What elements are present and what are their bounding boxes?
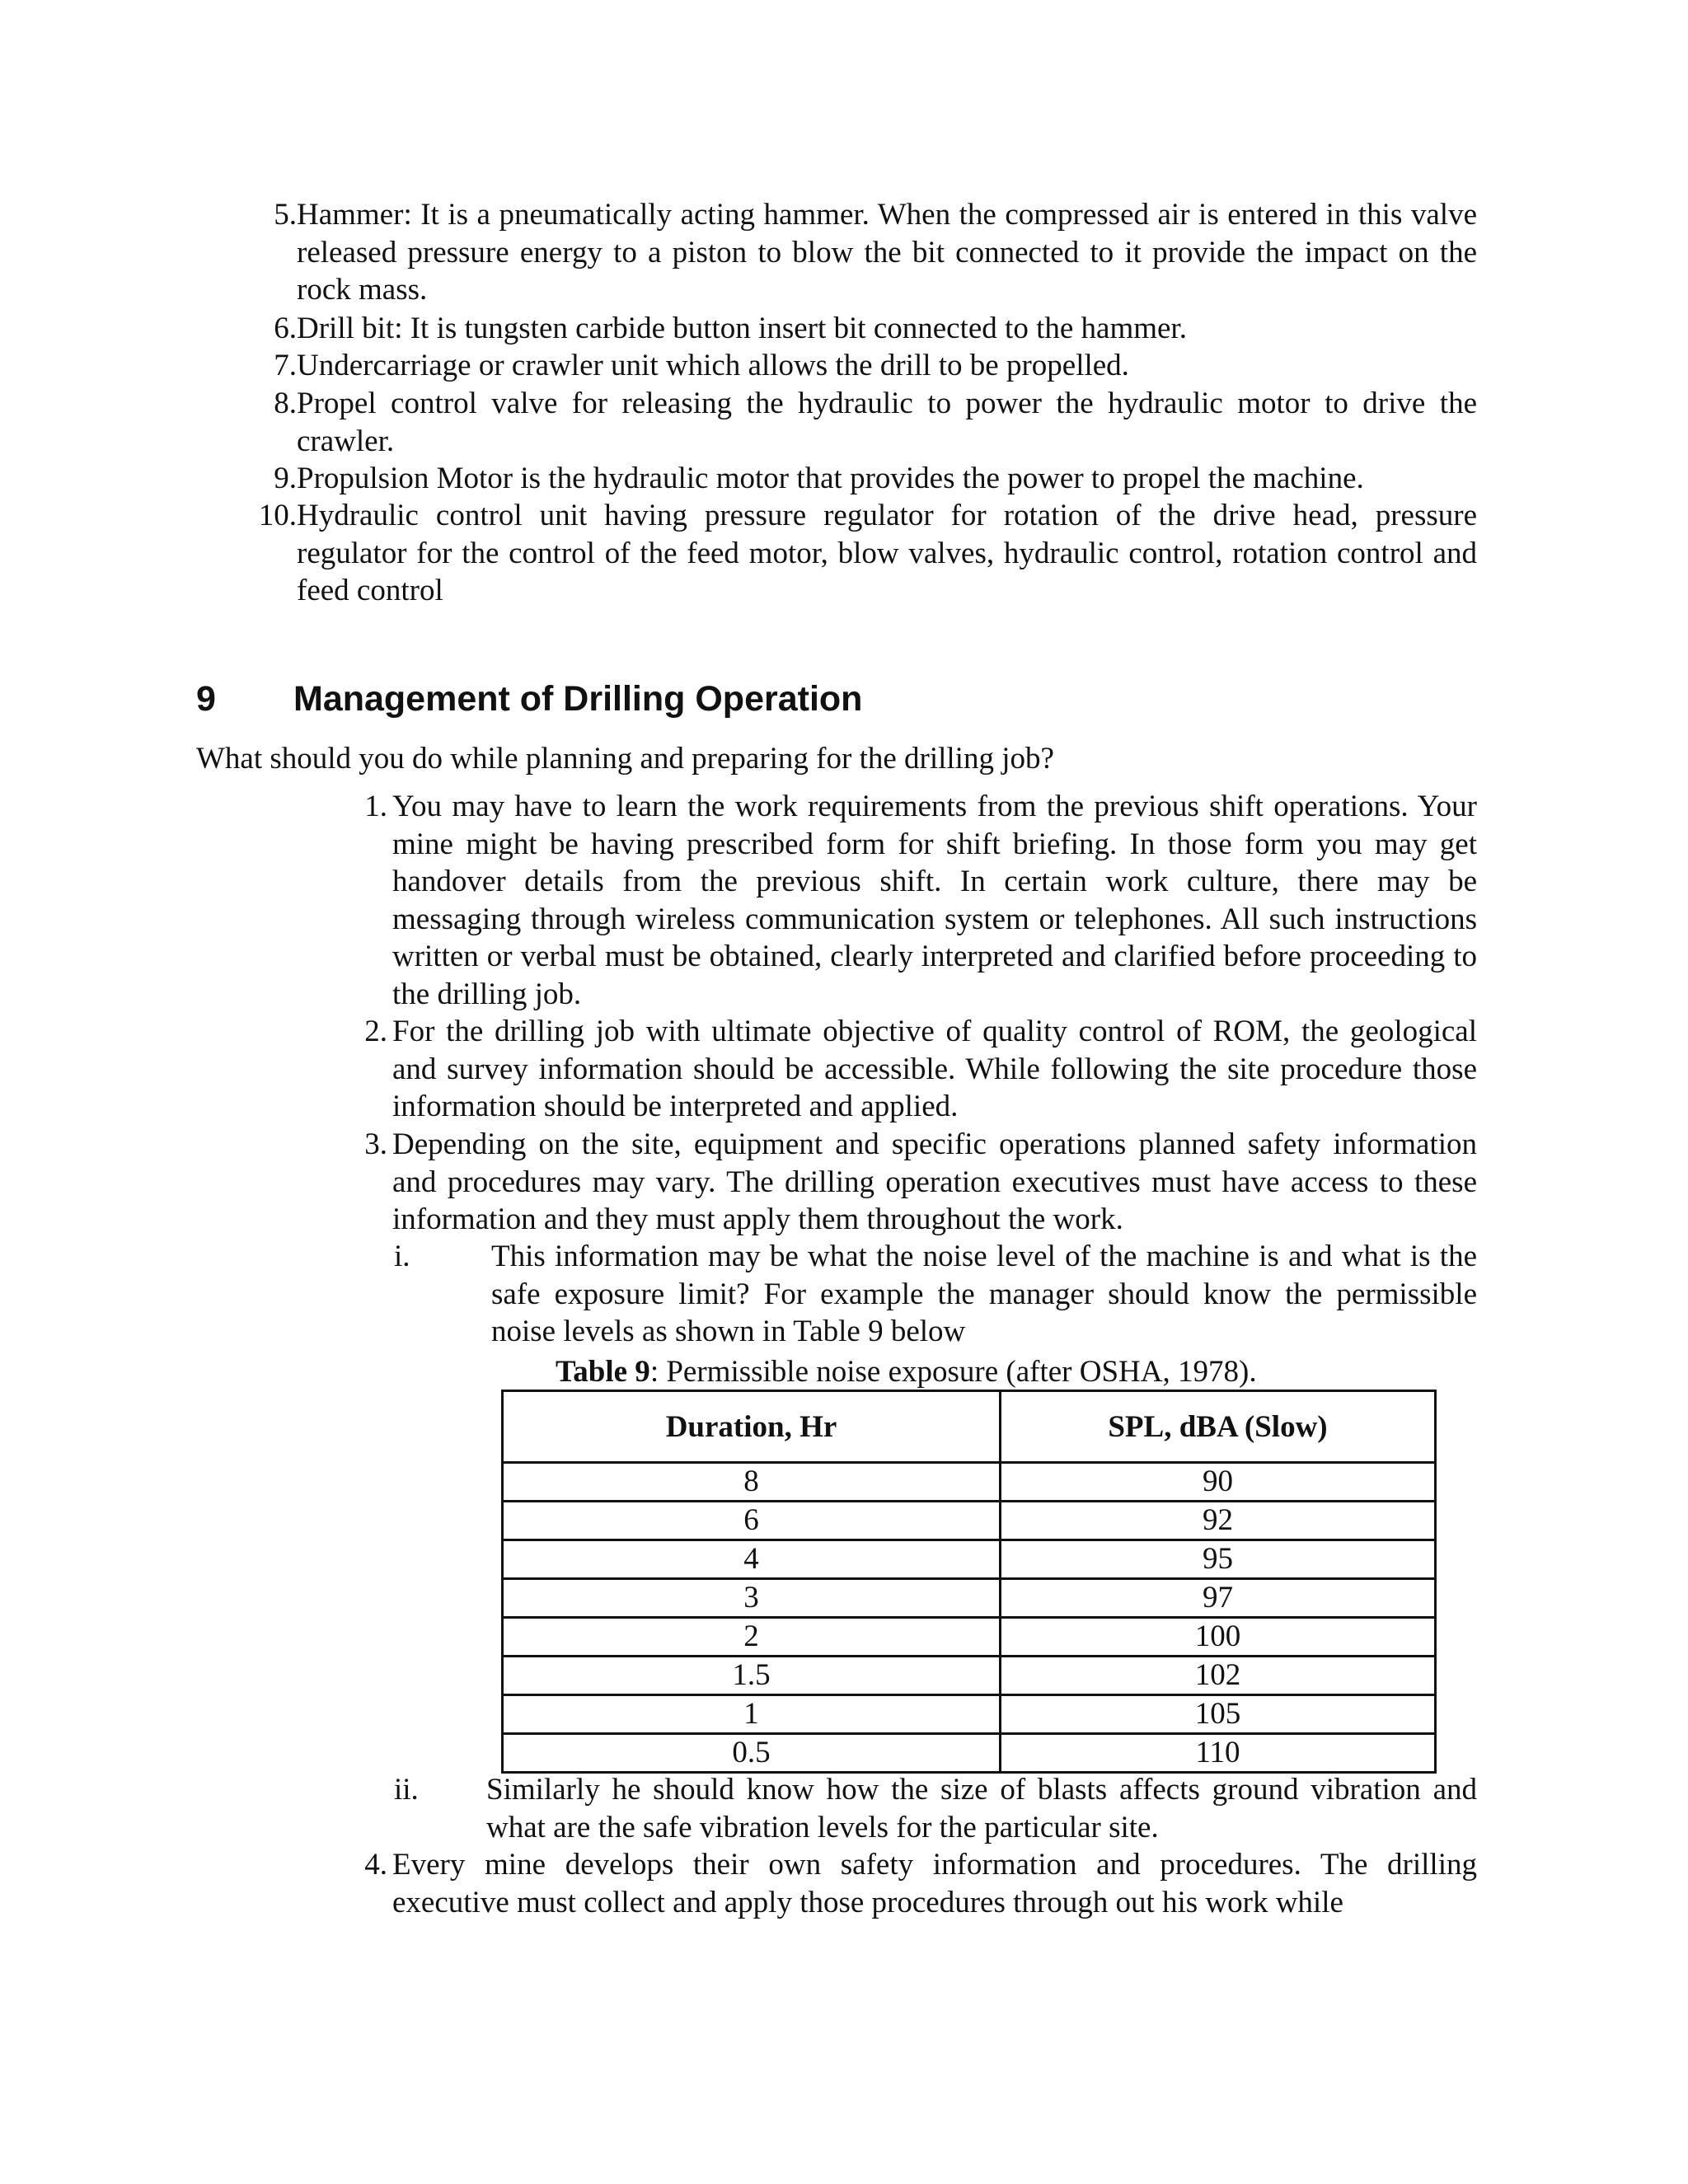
table-header-row	[503, 1391, 1436, 1463]
table-cell: 105	[1001, 1695, 1436, 1734]
table-cell: 1.5	[503, 1657, 1001, 1695]
table-caption-label: Table 9	[556, 1355, 650, 1389]
table-row	[503, 1502, 1436, 1540]
list-item-text: Drill bit: It is tungsten carbide button insert bit connected to the hammer.	[297, 312, 1187, 345]
table-cell: 97	[1001, 1579, 1436, 1618]
table-cell: 6	[503, 1502, 1001, 1540]
step-text: You may have to learn the work requirements from the previous shift operations. Your mine might be having prescribed form for shift briefing. In those form you may get handover details from the previous shift. In certain work culture, there may be messaging through wireless communication system or telephones. All such instructions written or verbal must be obtained, clearly interpreted and clarified before proceeding to the drilling job.	[392, 790, 1477, 1011]
step-number: 1.	[364, 790, 387, 823]
list-item-number: 9.	[274, 462, 297, 495]
table-cell: 0.5	[503, 1734, 1001, 1773]
list-item-number: 5.	[274, 198, 297, 232]
list-item-number: 6.	[274, 312, 297, 345]
table-caption-text: : Permissible noise exposure (after OSHA, 1978).	[649, 1355, 1257, 1389]
list-item-text: Hydraulic control unit having pressure regulator for rotation of the drive head, pressure regulator for the control of the feed motor, blow valves, hydraulic control, rotation control and feed control	[297, 499, 1477, 607]
table-cell: 100	[1001, 1618, 1436, 1657]
table-caption	[556, 1353, 1257, 1390]
step-number: 2.	[364, 1015, 387, 1048]
list-item-text: Hammer: It is a pneumatically acting hammer. When the compressed air is entered in this valve released pressure energy to a piston to blow the bit connected to it provide the impact on the rock mass.	[297, 198, 1477, 307]
column-header-spl: SPL, dBA (Slow)	[1001, 1391, 1436, 1463]
table-row	[503, 1579, 1436, 1618]
section-number: 9	[196, 679, 216, 719]
step-text: For the drilling job with ultimate objective of quality control of ROM, the geological and survey information should be accessible. While following the site procedure those information should be interpreted and applied.	[392, 1015, 1477, 1123]
step-number: 4.	[364, 1848, 387, 1882]
section-title: Management of Drilling Operation	[293, 679, 863, 719]
table-cell: 2	[503, 1618, 1001, 1657]
table-cell: 90	[1001, 1463, 1436, 1502]
table-row	[503, 1734, 1436, 1773]
step-text: Depending on the site, equipment and specific operations planned safety information and procedures may vary. The drilling operation executives must have access to these information and they must apply them throughout the work.	[392, 1127, 1477, 1236]
table-row	[503, 1695, 1436, 1734]
step-text: Every mine develops their own safety information and procedures. The drilling executive must collect and apply those procedures through out his work while	[392, 1848, 1477, 1919]
table-cell: 102	[1001, 1657, 1436, 1695]
table-cell: 1	[503, 1695, 1001, 1734]
substep-number: ii.	[394, 1773, 419, 1807]
list-item-number: 7.	[274, 349, 297, 382]
table-row	[503, 1618, 1436, 1657]
table-cell: 8	[503, 1463, 1001, 1502]
list-item-number: 8.	[274, 387, 297, 420]
substep-text: This information may be what the noise level of the machine is and what is the safe exposure limit? For example the manager should know the permissible noise levels as shown in Table 9 below	[491, 1240, 1477, 1348]
table-cell: 110	[1001, 1734, 1436, 1773]
table-cell: 3	[503, 1579, 1001, 1618]
column-header-duration: Duration, Hr	[503, 1391, 1001, 1463]
substep-text: Similarly he should know how the size of blasts affects ground vibration and what are the safe vibration levels for the particular site.	[486, 1773, 1477, 1844]
table-row	[503, 1540, 1436, 1579]
substep-number: i.	[394, 1240, 410, 1273]
list-item-number: 10.	[258, 499, 297, 532]
table-cell: 95	[1001, 1540, 1436, 1579]
section-intro: What should you do while planning and preparing for the drilling job?	[196, 742, 1054, 776]
table-row	[503, 1463, 1436, 1502]
list-item-text: Propulsion Motor is the hydraulic motor that provides the power to propel the machine.	[297, 462, 1364, 495]
list-item-text: Undercarriage or crawler unit which allows the drill to be propelled.	[297, 349, 1129, 382]
table-cell: 92	[1001, 1502, 1436, 1540]
list-item-text: Propel control valve for releasing the hydraulic to power the hydraulic motor to drive the crawler.	[297, 387, 1477, 458]
noise-exposure-table	[501, 1390, 1437, 1774]
step-number: 3.	[364, 1127, 387, 1161]
table-cell: 4	[503, 1540, 1001, 1579]
table-row	[503, 1657, 1436, 1695]
